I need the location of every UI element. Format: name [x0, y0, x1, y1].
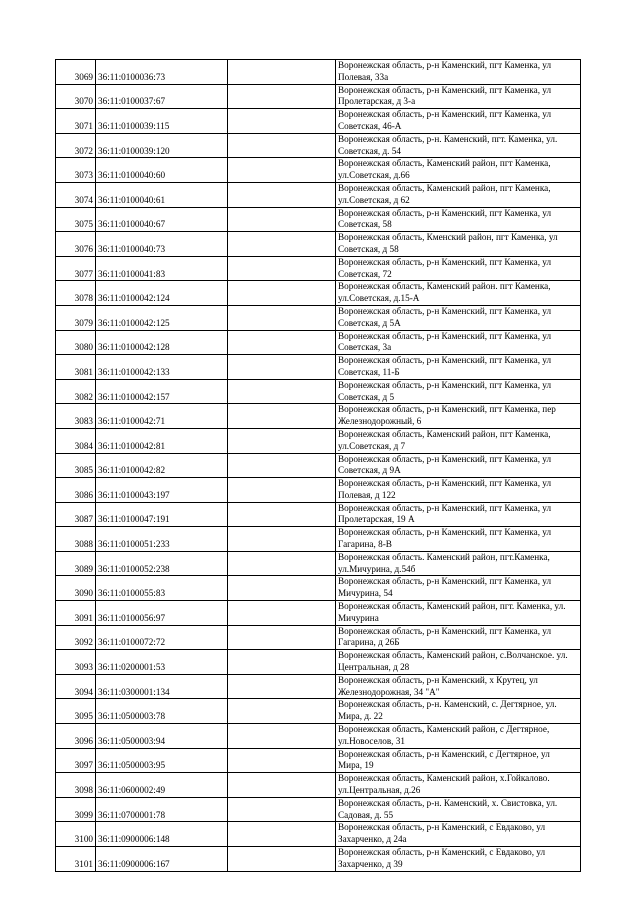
- address-line: Воронежская область, р-н Каменский, пгт Каменка, ул: [338, 625, 552, 636]
- empty-cell: [228, 379, 336, 404]
- row-number: 3101: [56, 847, 96, 872]
- address-line: ул.Центральная, д.26: [338, 785, 421, 796]
- address-cell: [336, 84, 581, 109]
- cadastral-number: 36:11:0100042:157: [96, 379, 228, 404]
- address-line: Воронежская область, Каменский район, пгт Каменка,: [338, 158, 551, 169]
- address-line: Центральная, д 28: [338, 662, 410, 673]
- cadastral-number: 36:11:0100042:82: [96, 453, 228, 478]
- row-number: 3073: [56, 158, 96, 183]
- address-cell: [336, 478, 581, 503]
- address-line: Полевая, д 122: [338, 489, 396, 500]
- empty-cell: [228, 502, 336, 527]
- empty-cell: [228, 674, 336, 699]
- cadastral-number: 36:11:0100041:83: [96, 256, 228, 281]
- address-cell: [336, 699, 581, 724]
- address-cell: [336, 674, 581, 699]
- cadastral-number: 36:11:0500003:78: [96, 699, 228, 724]
- address-line: Гагарина, д 26Б: [338, 637, 400, 648]
- table-row: [56, 478, 581, 503]
- address-line: ул.Советская, д 62: [338, 194, 410, 205]
- address-cell: [336, 502, 581, 527]
- cadastral-number: 36:11:0100040:60: [96, 158, 228, 183]
- table-row: [56, 847, 581, 872]
- table-row: [56, 699, 581, 724]
- address-line: Воронежская область, р-н Каменский, пгт Каменка, ул: [338, 207, 552, 218]
- empty-cell: [228, 724, 336, 749]
- address-line: Воронежская область, р-н Каменский, пгт Каменка, ул: [338, 478, 552, 489]
- address-line: Советская, д 58: [338, 243, 399, 254]
- registry-table-body: [56, 60, 581, 872]
- empty-cell: [228, 453, 336, 478]
- address-line: Пролетарская, 19 А: [338, 514, 415, 525]
- table-row: [56, 527, 581, 552]
- address-cell: [336, 379, 581, 404]
- table-row: [56, 551, 581, 576]
- empty-cell: [228, 551, 336, 576]
- address-cell: [336, 330, 581, 355]
- cadastral-number: 36:11:0500003:94: [96, 724, 228, 749]
- address-line: Воронежская область. Каменский район, пгт.Каменка,: [338, 551, 550, 562]
- row-number: 3088: [56, 527, 96, 552]
- address-cell: [336, 305, 581, 330]
- address-line: Воронежская область, Каменский район, с.Волчанское. ул.: [338, 650, 568, 661]
- address-line: Советская, д 5А: [338, 317, 401, 328]
- empty-cell: [228, 576, 336, 601]
- address-line: Советская, 11-Б: [338, 366, 400, 377]
- empty-cell: [228, 428, 336, 453]
- table-row: [56, 822, 581, 847]
- address-cell: [336, 158, 581, 183]
- cadastral-number: 36:11:0100042:81: [96, 428, 228, 453]
- row-number: 3072: [56, 133, 96, 158]
- address-line: Советская, д 9А: [338, 465, 401, 476]
- address-cell: [336, 355, 581, 380]
- address-cell: [336, 281, 581, 306]
- address-cell: [336, 797, 581, 822]
- table-row: [56, 674, 581, 699]
- row-number: 3092: [56, 625, 96, 650]
- empty-cell: [228, 699, 336, 724]
- empty-cell: [228, 158, 336, 183]
- address-line: ул.Новоселов, 31: [338, 735, 405, 746]
- address-line: Воронежская область, р-н Каменский, х Крутец, ул: [338, 674, 538, 685]
- address-cell: [336, 404, 581, 429]
- table-row: [56, 773, 581, 798]
- cadastral-number: 36:11:0100040:73: [96, 232, 228, 257]
- address-line: Советская, 58: [338, 219, 392, 230]
- empty-cell: [228, 182, 336, 207]
- address-line: ул.Советская, д.66: [338, 170, 410, 181]
- empty-cell: [228, 355, 336, 380]
- address-line: Советская, д. 54: [338, 145, 401, 156]
- address-line: Воронежская область, р-н. Каменский, пгт. Каменка, ул.: [338, 133, 558, 144]
- table-row: [56, 305, 581, 330]
- row-number: 3099: [56, 797, 96, 822]
- address-line: ул.Советская, д.15-А: [338, 293, 420, 304]
- address-cell: [336, 133, 581, 158]
- address-line: Воронежская область, р-н Каменский, пгт Каменка, ул: [338, 527, 552, 538]
- row-number: 3074: [56, 182, 96, 207]
- address-line: Воронежская область, р-н Каменский, пгт Каменка, ул: [338, 355, 552, 366]
- address-line: Воронежская область, Каменский район, с Дегтярное,: [338, 724, 550, 735]
- empty-cell: [228, 305, 336, 330]
- empty-cell: [228, 748, 336, 773]
- address-cell: [336, 822, 581, 847]
- table-row: [56, 797, 581, 822]
- registry-table: [55, 59, 581, 872]
- row-number: 3083: [56, 404, 96, 429]
- address-line: Садовая, д. 55: [338, 809, 394, 820]
- row-number: 3077: [56, 256, 96, 281]
- address-cell: [336, 724, 581, 749]
- address-cell: [336, 182, 581, 207]
- table-row: [56, 182, 581, 207]
- row-number: 3091: [56, 601, 96, 626]
- address-line: Воронежская область, Каменский район, пгт Каменка,: [338, 182, 551, 193]
- address-line: ул.Советская, д 7: [338, 440, 406, 451]
- table-row: [56, 207, 581, 232]
- address-line: Воронежская область, р-н Каменский, пгт Каменка, ул: [338, 109, 552, 120]
- address-line: Воронежская область, р-н Каменский, с Евдаково, ул: [338, 822, 546, 833]
- empty-cell: [228, 822, 336, 847]
- address-line: Воронежская область, р-н Каменский, пгт Каменка, ул: [338, 453, 552, 464]
- address-line: Воронежская область, Каменский район. пгт Каменка,: [338, 281, 551, 292]
- table-row: [56, 84, 581, 109]
- empty-cell: [228, 478, 336, 503]
- empty-cell: [228, 330, 336, 355]
- table-row: [56, 453, 581, 478]
- row-number: 3085: [56, 453, 96, 478]
- row-number: 3096: [56, 724, 96, 749]
- address-line: Воронежская область, р-н Каменский, пгт Каменка, ул: [338, 379, 552, 390]
- empty-cell: [228, 527, 336, 552]
- address-line: Советская, 46-А: [338, 120, 402, 131]
- row-number: 3075: [56, 207, 96, 232]
- address-cell: [336, 748, 581, 773]
- address-cell: [336, 232, 581, 257]
- cadastral-number: 36:11:0100042:124: [96, 281, 228, 306]
- address-line: Воронежская область, Каменский район, пгт Каменка,: [338, 428, 551, 439]
- row-number: 3100: [56, 822, 96, 847]
- table-row: [56, 404, 581, 429]
- row-number: 3079: [56, 305, 96, 330]
- empty-cell: [228, 133, 336, 158]
- empty-cell: [228, 232, 336, 257]
- cadastral-number: 36:11:0100056:97: [96, 601, 228, 626]
- address-line: Пролетарская, д 3-а: [338, 96, 416, 107]
- empty-cell: [228, 84, 336, 109]
- table-row: [56, 281, 581, 306]
- address-cell: [336, 601, 581, 626]
- address-cell: [336, 773, 581, 798]
- row-number: 3093: [56, 650, 96, 675]
- empty-cell: [228, 109, 336, 134]
- empty-cell: [228, 60, 336, 85]
- table-row: [56, 601, 581, 626]
- address-line: ул.Мичурина, д.54б: [338, 563, 416, 574]
- row-number: 3097: [56, 748, 96, 773]
- empty-cell: [228, 281, 336, 306]
- cadastral-number: 36:11:0100047:191: [96, 502, 228, 527]
- empty-cell: [228, 773, 336, 798]
- address-cell: [336, 576, 581, 601]
- table-row: [56, 60, 581, 85]
- address-line: Воронежская область, р-н Каменский, пгт Каменка, ул: [338, 60, 552, 70]
- address-line: Мичурина, 54: [338, 588, 393, 599]
- table-row: [56, 576, 581, 601]
- address-line: Воронежская область, р-н Каменский, пгт Каменка, ул: [338, 330, 552, 341]
- cadastral-number: 36:11:0100037:67: [96, 84, 228, 109]
- address-line: Захарченко, д 24а: [338, 834, 407, 845]
- row-number: 3069: [56, 60, 96, 85]
- table-row: [56, 428, 581, 453]
- cadastral-number: 36:11:0700001:78: [96, 797, 228, 822]
- address-cell: [336, 207, 581, 232]
- address-line: Воронежская область, р-н Каменский, пгт Каменка, ул: [338, 502, 552, 513]
- address-cell: [336, 256, 581, 281]
- cadastral-number: 36:11:0900006:167: [96, 847, 228, 872]
- cadastral-number: 36:11:0100036:73: [96, 60, 228, 85]
- address-line: Воронежская область, р-н Каменский, с Евдаково, ул: [338, 847, 546, 857]
- address-line: Воронежская область, р-н. Каменский, х. Свистовка, ул.: [338, 797, 558, 808]
- cadastral-number: 36:11:0500003:95: [96, 748, 228, 773]
- address-line: Мичурина: [338, 612, 379, 623]
- empty-cell: [228, 797, 336, 822]
- cadastral-number: 36:11:0100072:72: [96, 625, 228, 650]
- empty-cell: [228, 847, 336, 872]
- cadastral-number: 36:11:0100055:83: [96, 576, 228, 601]
- cadastral-number: 36:11:0100042:133: [96, 355, 228, 380]
- table-row: [56, 724, 581, 749]
- address-line: Воронежская область, р-н Каменский, пгт Каменка, ул: [338, 84, 552, 95]
- address-line: Мира, д. 22: [338, 711, 383, 722]
- empty-cell: [228, 650, 336, 675]
- table-row: [56, 355, 581, 380]
- address-line: Воронежская область, Каменский район, х.Гойкалово.: [338, 773, 550, 784]
- address-line: Мира, 19: [338, 760, 374, 771]
- address-cell: [336, 625, 581, 650]
- table-row: [56, 625, 581, 650]
- empty-cell: [228, 404, 336, 429]
- address-line: Захарченко, д 39: [338, 858, 403, 869]
- cadastral-number: 36:11:0100042:125: [96, 305, 228, 330]
- cadastral-number: 36:11:0100040:67: [96, 207, 228, 232]
- address-cell: [336, 60, 581, 85]
- cadastral-number: 36:11:0100039:115: [96, 109, 228, 134]
- address-cell: [336, 109, 581, 134]
- table-row: [56, 109, 581, 134]
- table-row: [56, 133, 581, 158]
- address-line: Железнодорожная, 34 "А": [338, 686, 440, 697]
- address-line: Воронежская область, р-н Каменский, пгт Каменка, ул: [338, 305, 552, 316]
- address-line: Воронежская область, р-н Каменский, пгт Каменка, пер: [338, 404, 556, 415]
- empty-cell: [228, 625, 336, 650]
- table-row: [56, 748, 581, 773]
- table-row: [56, 158, 581, 183]
- address-line: Воронежская область, Кменский район, пгт Каменка, ул: [338, 232, 558, 243]
- cadastral-number: 36:11:0100051:233: [96, 527, 228, 552]
- empty-cell: [228, 256, 336, 281]
- row-number: 3082: [56, 379, 96, 404]
- row-number: 3087: [56, 502, 96, 527]
- table-row: [56, 330, 581, 355]
- table-row: [56, 379, 581, 404]
- table-row: [56, 502, 581, 527]
- row-number: 3095: [56, 699, 96, 724]
- address-line: Воронежская область, р-н Каменский, пгт Каменка, ул: [338, 256, 552, 267]
- row-number: 3086: [56, 478, 96, 503]
- row-number: 3094: [56, 674, 96, 699]
- table-row: [56, 232, 581, 257]
- address-cell: [336, 428, 581, 453]
- cadastral-number: 36:11:0100042:71: [96, 404, 228, 429]
- cadastral-number: 36:11:0100042:128: [96, 330, 228, 355]
- cadastral-number: 36:11:0600002:49: [96, 773, 228, 798]
- empty-cell: [228, 207, 336, 232]
- cadastral-number: 36:11:0900006:148: [96, 822, 228, 847]
- address-line: Воронежская область, р-н Каменский, с Дегтярное, ул: [338, 748, 550, 759]
- row-number: 3098: [56, 773, 96, 798]
- address-line: Советская, д 5: [338, 391, 395, 402]
- row-number: 3081: [56, 355, 96, 380]
- row-number: 3078: [56, 281, 96, 306]
- cadastral-number: 36:11:0200001:53: [96, 650, 228, 675]
- address-line: Воронежская область, р-н. Каменский, с. Дегтярное, ул.: [338, 699, 557, 710]
- row-number: 3076: [56, 232, 96, 257]
- table-row: [56, 650, 581, 675]
- address-line: Гагарина, 8-В: [338, 539, 392, 550]
- address-cell: [336, 650, 581, 675]
- address-cell: [336, 551, 581, 576]
- row-number: 3071: [56, 109, 96, 134]
- address-cell: [336, 847, 581, 872]
- table-row: [56, 256, 581, 281]
- cadastral-number: 36:11:0100052:238: [96, 551, 228, 576]
- row-number: 3090: [56, 576, 96, 601]
- address-line: Советская, 72: [338, 268, 392, 279]
- row-number: 3080: [56, 330, 96, 355]
- row-number: 3089: [56, 551, 96, 576]
- row-number: 3084: [56, 428, 96, 453]
- address-line: Воронежская область, Каменский район, пгт. Каменка, ул.: [338, 601, 566, 612]
- address-line: Железнодорожный, 6: [338, 416, 422, 427]
- address-cell: [336, 453, 581, 478]
- cadastral-number: 36:11:0300001:134: [96, 674, 228, 699]
- cadastral-number: 36:11:0100040:61: [96, 182, 228, 207]
- address-cell: [336, 527, 581, 552]
- row-number: 3070: [56, 84, 96, 109]
- address-line: Советская, 3а: [338, 342, 392, 353]
- address-line: Воронежская область, р-н Каменский, пгт Каменка, ул: [338, 576, 552, 587]
- cadastral-number: 36:11:0100039:120: [96, 133, 228, 158]
- cadastral-number: 36:11:0100043:197: [96, 478, 228, 503]
- address-line: Полевая, 33а: [338, 71, 389, 82]
- empty-cell: [228, 601, 336, 626]
